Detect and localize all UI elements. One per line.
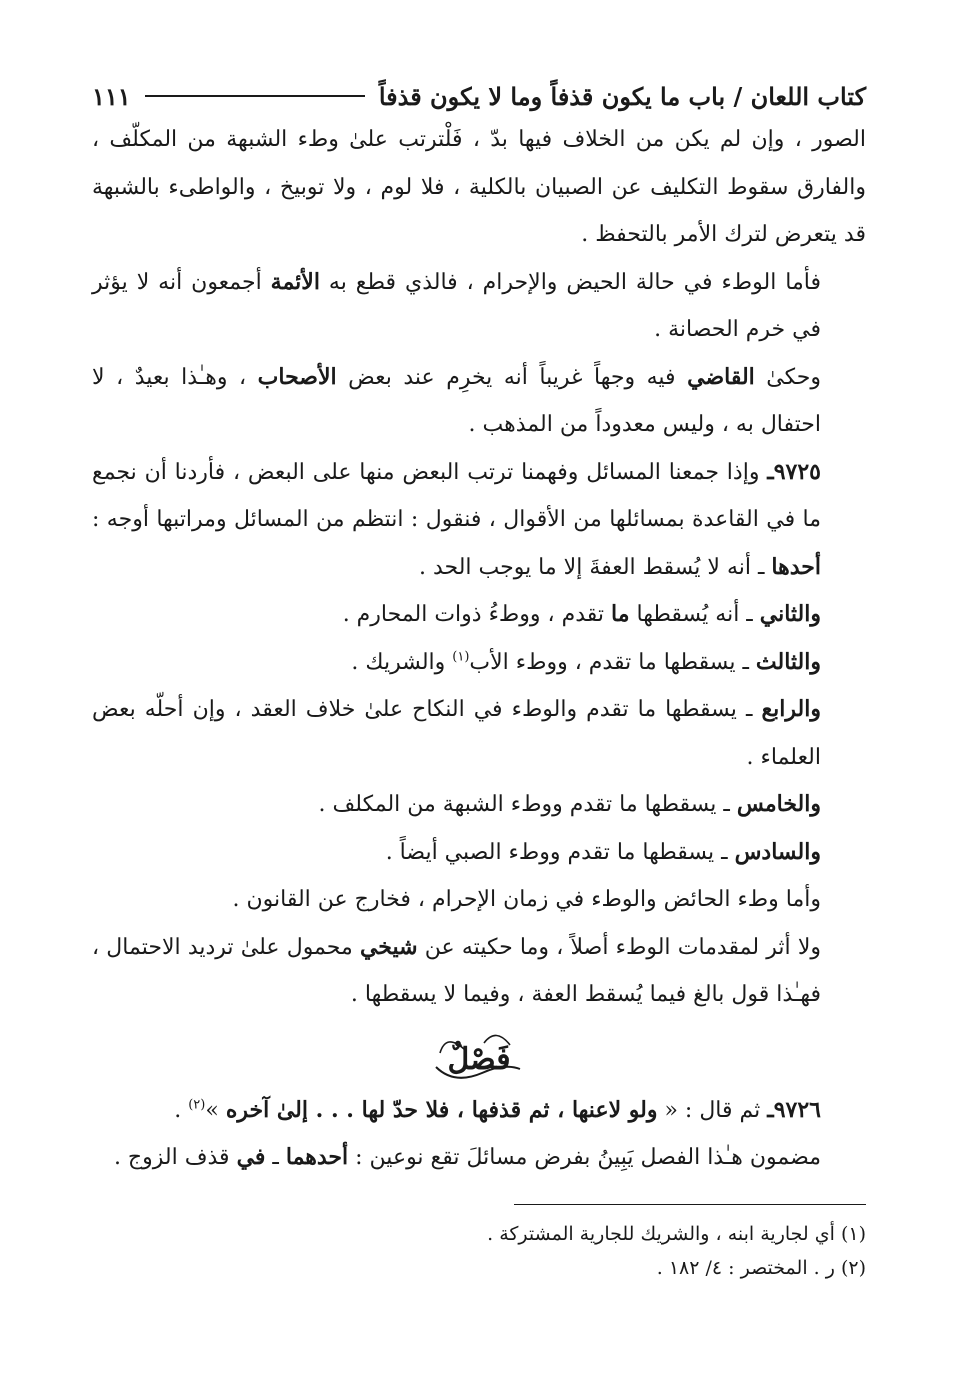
body-text-2 [92, 1087, 866, 1182]
text-run: مضمون هـٰذا الفصل يَبِينُ بفرض مسائلَ تقع نوعين : [348, 1145, 821, 1170]
footnotes [92, 1217, 866, 1285]
text-run: ـ يسقطها ما تقدم ووطء الصبي أيضاً . [385, 839, 735, 865]
text-run: والرابع [761, 696, 821, 722]
page-number: ١١١ [92, 81, 131, 111]
paragraph [92, 924, 866, 1019]
text-run: ٩٧٢٥ـ [767, 458, 821, 485]
text-run: ـ أنه يُسقطها [629, 602, 760, 627]
text-run: وإذا جمعنا المسائل وفهمنا ترتب البعض منها على البعض ، فأردنا أن نجمع ما في القاعدة بمسائلها من الأقوال ، فنقول : انتظم من المسائل ومراتبها أوجه : [92, 459, 821, 532]
footnote-rule [514, 1204, 866, 1205]
footnote-ref[interactable]: (٢) [188, 1097, 206, 1113]
header-title: كتاب اللعان / باب ما يكون قذفاً وما لا يكون قذفاً [378, 81, 866, 111]
text-run: ولا أثر لمقدمات الوطء أصلاً ، وما حكيته عن [417, 934, 821, 960]
paragraph [92, 449, 866, 592]
page [92, 76, 866, 1285]
paragraph [92, 1087, 866, 1135]
text-run: ، وهـٰذا بعيدٌ ، لا احتفال به ، وليس معدوداً من المذهب . [92, 364, 821, 437]
paragraph [92, 1134, 866, 1182]
text-run: والثالث [755, 648, 821, 675]
text-run: والثاني [759, 601, 821, 627]
text-run: ـ يسقطها ما تقدم والوطء في النكاح علىٰ خلاف العقد ، وإن أحلّه بعض العلماء . [92, 697, 821, 770]
paragraph [92, 829, 866, 877]
text-run: ما [611, 601, 630, 627]
paragraph [92, 354, 866, 449]
text-run: فأما الوطء في حالة الحيض والإحرام ، فالذي قطع به [319, 269, 821, 295]
text-run: تقدم ، ووطءُ ذوات المحارم . [342, 602, 612, 627]
text-run: ـ [265, 1145, 286, 1170]
text-run: وحكىٰ [754, 364, 822, 390]
paragraph [92, 781, 866, 829]
section-mark-text: فَصْلٌ [447, 1041, 511, 1077]
text-run: والخامس [736, 791, 821, 817]
text-run: القاضي [687, 363, 755, 390]
fasl-ornament-icon [424, 1023, 534, 1087]
text-run: أحدهما [285, 1144, 349, 1170]
text-run: ولو لاعنها ، ثم قذفها ، فلا حدّ لها . . . إلىٰ آخره [225, 1096, 658, 1123]
text-run: ثم قال : « [657, 1097, 768, 1123]
text-run: . [174, 1097, 189, 1123]
text-run: » [205, 1097, 226, 1123]
running-header [92, 76, 866, 116]
text-run: أجمعون أنه لا يؤثر في خرم الحصانة . [92, 269, 821, 342]
paragraph [92, 259, 866, 354]
text-run: ـ يسقطها ما تقدم ، ووطء الأب [469, 649, 756, 675]
text-run: والشريك . [351, 649, 453, 675]
section-heading [92, 1023, 866, 1087]
text-run: الصور ، وإن لم يكن من الخلاف فيها بدّ ، فَلْترتب علىٰ وطء الشبهة من المكلّف ، والفارق سقوط التكليف عن الصبيان بالكلية ، فلا لوم ، ولا توبيخ ، والواطىء بالشبهة قد يتعرض لترك الأمر بالتحفظ . [92, 127, 866, 247]
footnote-text: ر . المختصر : ٤/ ١٨٢ . [656, 1256, 835, 1279]
body-text [92, 116, 866, 1019]
text-run: وأما وطء الحائض والوطء في زمان الإحرام ، فخارج عن القانون . [232, 887, 821, 912]
paragraph [92, 876, 866, 924]
footnote [92, 1251, 866, 1285]
text-run: قذف الزوج . [113, 1145, 237, 1170]
text-run: أحدها [771, 553, 821, 580]
text-run: الأصحاب [257, 363, 337, 390]
footnote-number: (١) [834, 1222, 866, 1245]
footnote [92, 1217, 866, 1251]
text-run: محمول علىٰ ترديد الاحتمال ، فهـٰذا قول بالغ فيما يُسقط العفة ، وفيما لا يسقطها . [92, 934, 821, 1007]
paragraph [92, 116, 866, 259]
text-run: شيخي [359, 933, 418, 960]
footnote-number: (٢) [834, 1256, 866, 1279]
paragraph [92, 686, 866, 781]
text-run: ٩٧٢٦ـ [767, 1096, 821, 1123]
paragraph [92, 591, 866, 639]
text-run: في [236, 1144, 266, 1170]
header-rule [145, 95, 365, 97]
text-run: والسادس [734, 838, 821, 865]
text-run: فيه وجهاً غريباً أنه يخرِم عند بعض [336, 364, 688, 390]
paragraph [92, 639, 866, 687]
footnote-text: أي لجارية ابنه ، والشريك للجارية المشتركة . [487, 1222, 835, 1245]
text-run: ـ يسقطها ما تقدم ووطء الشبهة من المكلف . [318, 792, 737, 817]
footnote-ref[interactable]: (١) [452, 649, 470, 665]
text-run: الأئمة [270, 268, 320, 295]
text-run: ـ أنه لا يُسقط العفةَ إلا ما يوجب الحد . [418, 554, 772, 580]
